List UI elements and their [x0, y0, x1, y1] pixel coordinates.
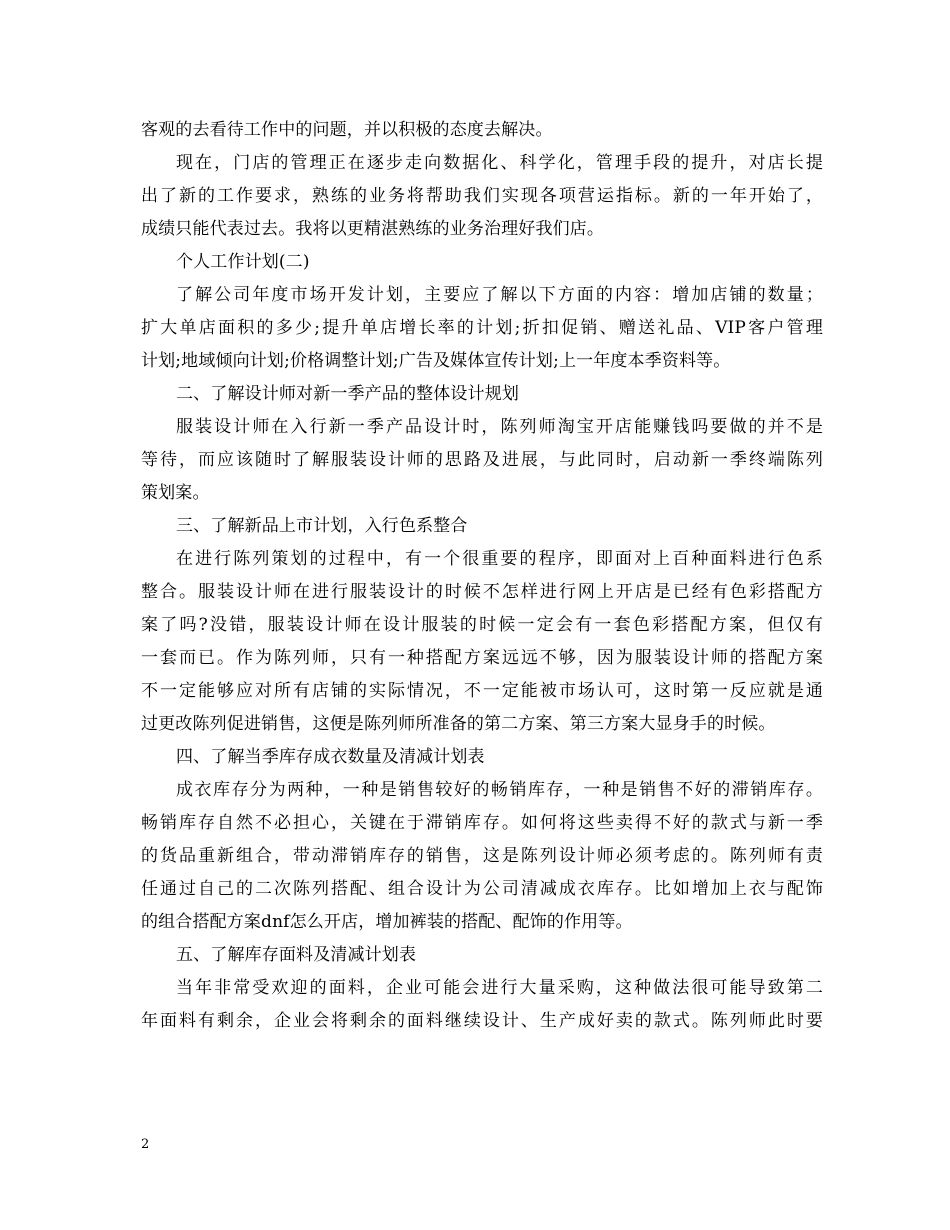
paragraph-first-line: 在进行陈列策划的过程中，有一个很重要的程序，即面对上百种面料进行色系	[176, 549, 823, 569]
text-line: 一套而已。作为陈列师，只有一种搭配方案远远不够，因为服装设计师的搭配方案	[141, 648, 823, 668]
text-line: 案了吗?没错，服装设计师在设计服装的时候一定会有一套色彩搭配方案，但仅有	[141, 615, 823, 635]
document-body	[141, 114, 823, 1038]
page-number: 2	[141, 1137, 150, 1152]
text-line: 策划案。	[141, 483, 210, 503]
text-line: 的组合搭配方案dnf怎么开店，增加裤装的搭配、配饰的作用等。	[141, 912, 633, 932]
section-heading: 五、了解库存面料及清减计划表	[176, 945, 417, 965]
section-heading: 四、了解当季库存成衣数量及清减计划表	[176, 747, 485, 767]
text-line: 畅销库存自然不必担心，关键在于滞销库存。如何将这些卖得不好的款式与新一季	[141, 813, 823, 833]
section-heading: 个人工作计划(二)	[176, 252, 310, 272]
paragraph-first-line: 服装设计师在入行新一季产品设计时，陈列师淘宝开店能赚钱吗要做的并不是	[176, 417, 823, 437]
text-line: 整合。服装设计师在进行服装设计的时候不怎样进行网上开店是已经有色彩搭配方	[141, 582, 823, 602]
text-line: 出了新的工作要求，熟练的业务将帮助我们实现各项营运指标。新的一年开始了，	[141, 186, 823, 206]
paragraph-first-line: 成衣库存分为两种，一种是销售较好的畅销库存，一种是销售不好的滞销库存。	[176, 780, 823, 800]
text-line: 过更改陈列促进销售，这便是陈列师所准备的第二方案、第三方案大显身手的时候。	[141, 714, 776, 734]
text-line: 客观的去看待工作中的问题，并以积极的态度去解决。	[141, 120, 553, 140]
text-line: 成绩只能代表过去。我将以更精湛熟练的业务治理好我们店。	[141, 219, 605, 239]
text-line: 等待，而应该随时了解服装设计师的思路及进展，与此同时，启动新一季终端陈列	[141, 450, 823, 470]
text-line: 扩大单店面积的多少;提升单店增长率的计划;折扣促销、赠送礼品、VIP客户管理	[141, 318, 823, 338]
text-line: 的货品重新组合，带动滞销库存的销售，这是陈列设计师必须考虑的。陈列师有责	[141, 846, 823, 866]
text-line: 任通过自己的二次陈列搭配、组合设计为公司清减成衣库存。比如增加上衣与配饰	[141, 879, 823, 899]
paragraph-first-line: 现在，门店的管理正在逐步走向数据化、科学化，管理手段的提升，对店长提	[176, 153, 823, 173]
text-line: 计划;地域倾向计划;价格调整计划;广告及媒体宣传计划;上一年度本季资料等。	[141, 351, 731, 371]
paragraph-first-line: 当年非常受欢迎的面料，企业可能会进行大量采购，这种做法很可能导致第二	[176, 978, 823, 998]
text-line: 不一定能够应对所有店铺的实际情况，不一定能被市场认可，这时第一反应就是通	[141, 681, 823, 701]
text-line: 年面料有剩余，企业会将剩余的面料继续设计、生产成好卖的款式。陈列师此时要	[141, 1011, 823, 1031]
section-heading: 二、了解设计师对新一季产品的整体设计规划	[176, 384, 519, 404]
section-heading: 三、了解新品上市计划，入行色系整合	[176, 516, 468, 536]
paragraph-first-line: 了解公司年度市场开发计划，主要应了解以下方面的内容：增加店铺的数量；	[176, 285, 823, 305]
